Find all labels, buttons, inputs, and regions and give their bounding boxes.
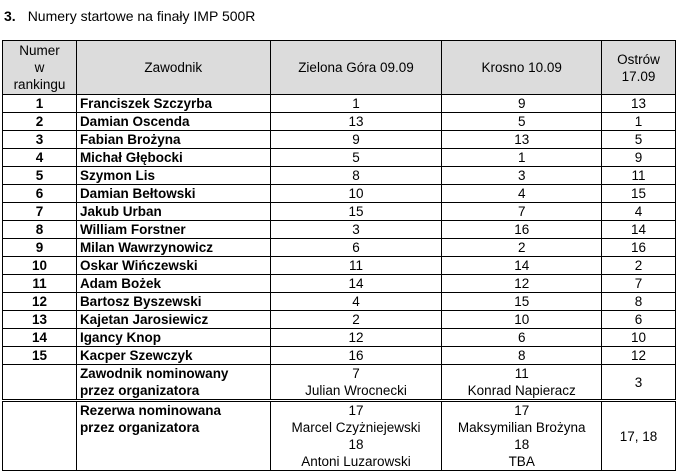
rider-name: Fabian Brożyna [76,131,270,149]
nominated-label: Zawodnik nominowany przez organizatora [76,365,270,401]
table-row [3,131,676,149]
nominated-zielona-gora: 7 Julian Wrocnecki [270,365,442,401]
header-rank: Numer w rankingu [3,41,77,95]
rank-cell: 8 [3,221,77,239]
table-row [3,347,676,365]
rank-cell: 9 [3,239,77,257]
reserve-rank [3,401,77,471]
reserve-ostrow: 17, 18 [602,401,676,471]
ostrow-number: 10 [602,329,676,347]
table-row [3,257,676,275]
nominated-ostrow: 3 [602,365,676,401]
rank-cell: 5 [3,167,77,185]
table-row [3,275,676,293]
table-row [3,293,676,311]
rank-cell: 10 [3,257,77,275]
zielona-gora-number: 8 [270,167,442,185]
zielona-gora-number: 12 [270,329,442,347]
rank-cell: 14 [3,329,77,347]
table-row [3,95,676,113]
ostrow-number: 6 [602,311,676,329]
table-row [3,149,676,167]
rank-cell: 7 [3,203,77,221]
rider-name: Milan Wawrzynowicz [76,239,270,257]
ostrow-number: 9 [602,149,676,167]
krosno-number: 13 [442,131,602,149]
krosno-number: 14 [442,257,602,275]
rank-cell: 2 [3,113,77,131]
krosno-number: 5 [442,113,602,131]
reserve-zielona-gora: 17 Marcel Czyżniejewski 18 Antoni Luzarowski [270,401,442,471]
zielona-gora-number: 13 [270,113,442,131]
rank-cell: 1 [3,95,77,113]
ostrow-number: 1 [602,113,676,131]
rank-cell: 4 [3,149,77,167]
ostrow-number: 12 [602,347,676,365]
rank-cell: 11 [3,275,77,293]
rider-name: Michał Głębocki [76,149,270,167]
krosno-number: 15 [442,293,602,311]
ostrow-number: 15 [602,185,676,203]
krosno-number: 12 [442,275,602,293]
rider-name: Adam Bożek [76,275,270,293]
zielona-gora-number: 1 [270,95,442,113]
table-row [3,221,676,239]
header-krosno: Krosno 10.09 [442,41,602,95]
rider-name: Damian Bełtowski [76,185,270,203]
zielona-gora-number: 5 [270,149,442,167]
zielona-gora-number: 10 [270,185,442,203]
ostrow-number: 4 [602,203,676,221]
zielona-gora-number: 15 [270,203,442,221]
krosno-number: 1 [442,149,602,167]
rank-cell: 6 [3,185,77,203]
rider-name: Jakub Urban [76,203,270,221]
section-title: Numery startowe na finały IMP 500R [27,8,256,24]
header-rider: Zawodnik [76,41,270,95]
table-row [3,311,676,329]
rank-cell: 3 [3,131,77,149]
table-row [3,167,676,185]
table-row [3,185,676,203]
zielona-gora-number: 6 [270,239,442,257]
rank-cell: 13 [3,311,77,329]
rider-name: Damian Oscenda [76,113,270,131]
ostrow-number: 8 [602,293,676,311]
rider-name: William Forstner [76,221,270,239]
rider-name: Szymon Lis [76,167,270,185]
krosno-number: 6 [442,329,602,347]
reserve-label: Rezerwa nominowana przez organizatora [76,401,270,471]
table-row [3,239,676,257]
ostrow-number: 5 [602,131,676,149]
krosno-number: 4 [442,185,602,203]
rider-name: Oskar Wińczewski [76,257,270,275]
krosno-number: 9 [442,95,602,113]
krosno-number: 8 [442,347,602,365]
rider-name: Franciszek Szczyrba [76,95,270,113]
header-row [3,41,676,95]
rank-cell: 15 [3,347,77,365]
krosno-number: 3 [442,167,602,185]
header-zielona-gora: Zielona Góra 09.09 [270,41,442,95]
krosno-number: 10 [442,311,602,329]
zielona-gora-number: 2 [270,311,442,329]
nominated-rank [3,365,77,401]
ostrow-number: 11 [602,167,676,185]
table-row [3,113,676,131]
section-heading [4,8,255,24]
rider-name: Kacper Szewczyk [76,347,270,365]
zielona-gora-number: 9 [270,131,442,149]
table-row [3,329,676,347]
ostrow-number: 13 [602,95,676,113]
ostrow-number: 2 [602,257,676,275]
reserve-row [3,401,676,471]
section-number: 3. [4,8,16,24]
zielona-gora-number: 4 [270,293,442,311]
rider-name: Kajetan Jarosiewicz [76,311,270,329]
rank-cell: 12 [3,293,77,311]
krosno-number: 16 [442,221,602,239]
krosno-number: 7 [442,203,602,221]
reserve-krosno: 17 Maksymilian Brożyna 18 TBA [442,401,602,471]
nominated-row [3,365,676,401]
zielona-gora-number: 3 [270,221,442,239]
ostrow-number: 16 [602,239,676,257]
ostrow-number: 7 [602,275,676,293]
start-numbers-table [2,40,676,471]
table-row [3,203,676,221]
header-ostrow: Ostrów 17.09 [602,41,676,95]
krosno-number: 2 [442,239,602,257]
zielona-gora-number: 14 [270,275,442,293]
nominated-krosno: 11 Konrad Napieracz [442,365,602,401]
ostrow-number: 14 [602,221,676,239]
rider-name: Igancy Knop [76,329,270,347]
rider-name: Bartosz Byszewski [76,293,270,311]
zielona-gora-number: 11 [270,257,442,275]
zielona-gora-number: 16 [270,347,442,365]
